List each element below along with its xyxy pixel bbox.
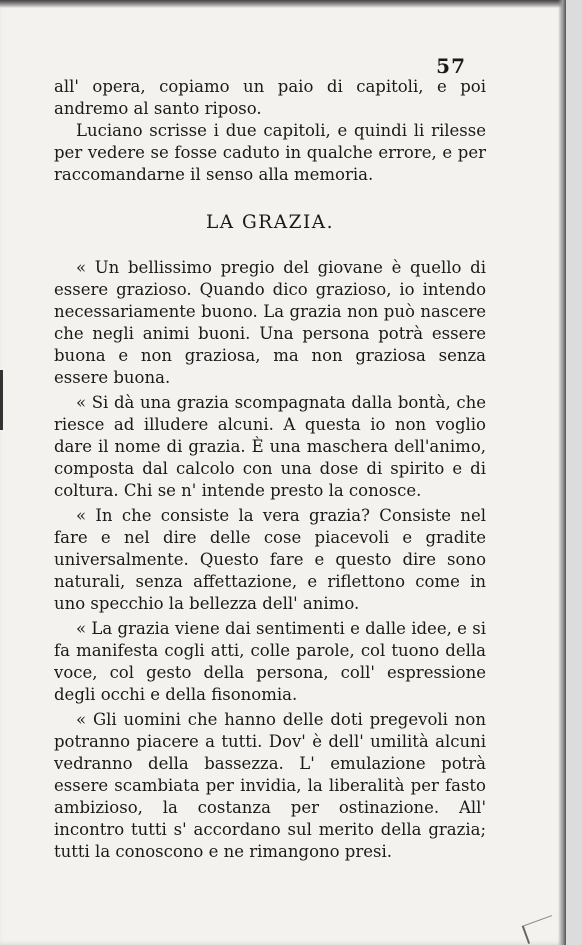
page-top-shadow (0, 0, 566, 8)
page-corner-mark (522, 915, 559, 944)
body-paragraph: « La grazia viene dai sentimenti e dalle idee, e si fa manifesta cogli atti, colle parole, col tuono della voce, col gesto della persona, coll' espressione degli occhi e della fisonomia. (54, 619, 486, 704)
chapter-heading: LA GRAZIA. (206, 212, 334, 233)
body-paragraph: « Gli uomini che hanno delle doti pregevoli non potranno piacere a tutti. Dov' è dell' umilità alcuni vedranno della bassezza. L' emulazione potrà essere scambiata per invidia, la liberalità per fasto ambizioso, la costanza per ostinazione. All' incontro tutti s' accordano sul merito della grazia; tutti la conoscono e ne rimangono presi. (54, 710, 486, 861)
body-paragraph: « Un bellissimo pregio del giovane è quello di essere grazioso. Quando dico grazioso, io intendo necessariamente buono. La grazia non può nascere che negli animi buoni. Una persona potrà essere buona e non graziosa, ma non graziosa senza essere buona. (54, 258, 486, 387)
margin-mark (0, 370, 3, 430)
body-paragraph: « In che consiste la vera grazia? Consiste nel fare e nel dire delle cose piacevoli e gradite universalmente. Questo fare e questo dire sono naturali, senza affettazione, e riflettono come in uno specchio la bellezza dell' animo. (54, 506, 486, 613)
intro-paragraph: all' opera, copiamo un paio di capitoli, e poi andremo al santo riposo. (54, 77, 486, 118)
page-number: 57 (436, 54, 466, 78)
intro-paragraph: Luciano scrisse i due capitoli, e quindi li rilesse per vedere se fosse caduto in qualche errore, e per raccomandarne il senso alla memoria. (54, 121, 486, 184)
page-binding-shadow (558, 0, 566, 945)
chapter-body (54, 257, 486, 866)
body-paragraph: « Si dà una grazia scompagnata dalla bontà, che riesce ad illudere alcuni. A questa io non voglio dare il nome di grazia. È una maschera dell'animo, composta dal calcolo con una dose di spirito e di coltura. Chi se n' intende presto la conosce. (54, 393, 486, 500)
intro-text (54, 76, 486, 186)
